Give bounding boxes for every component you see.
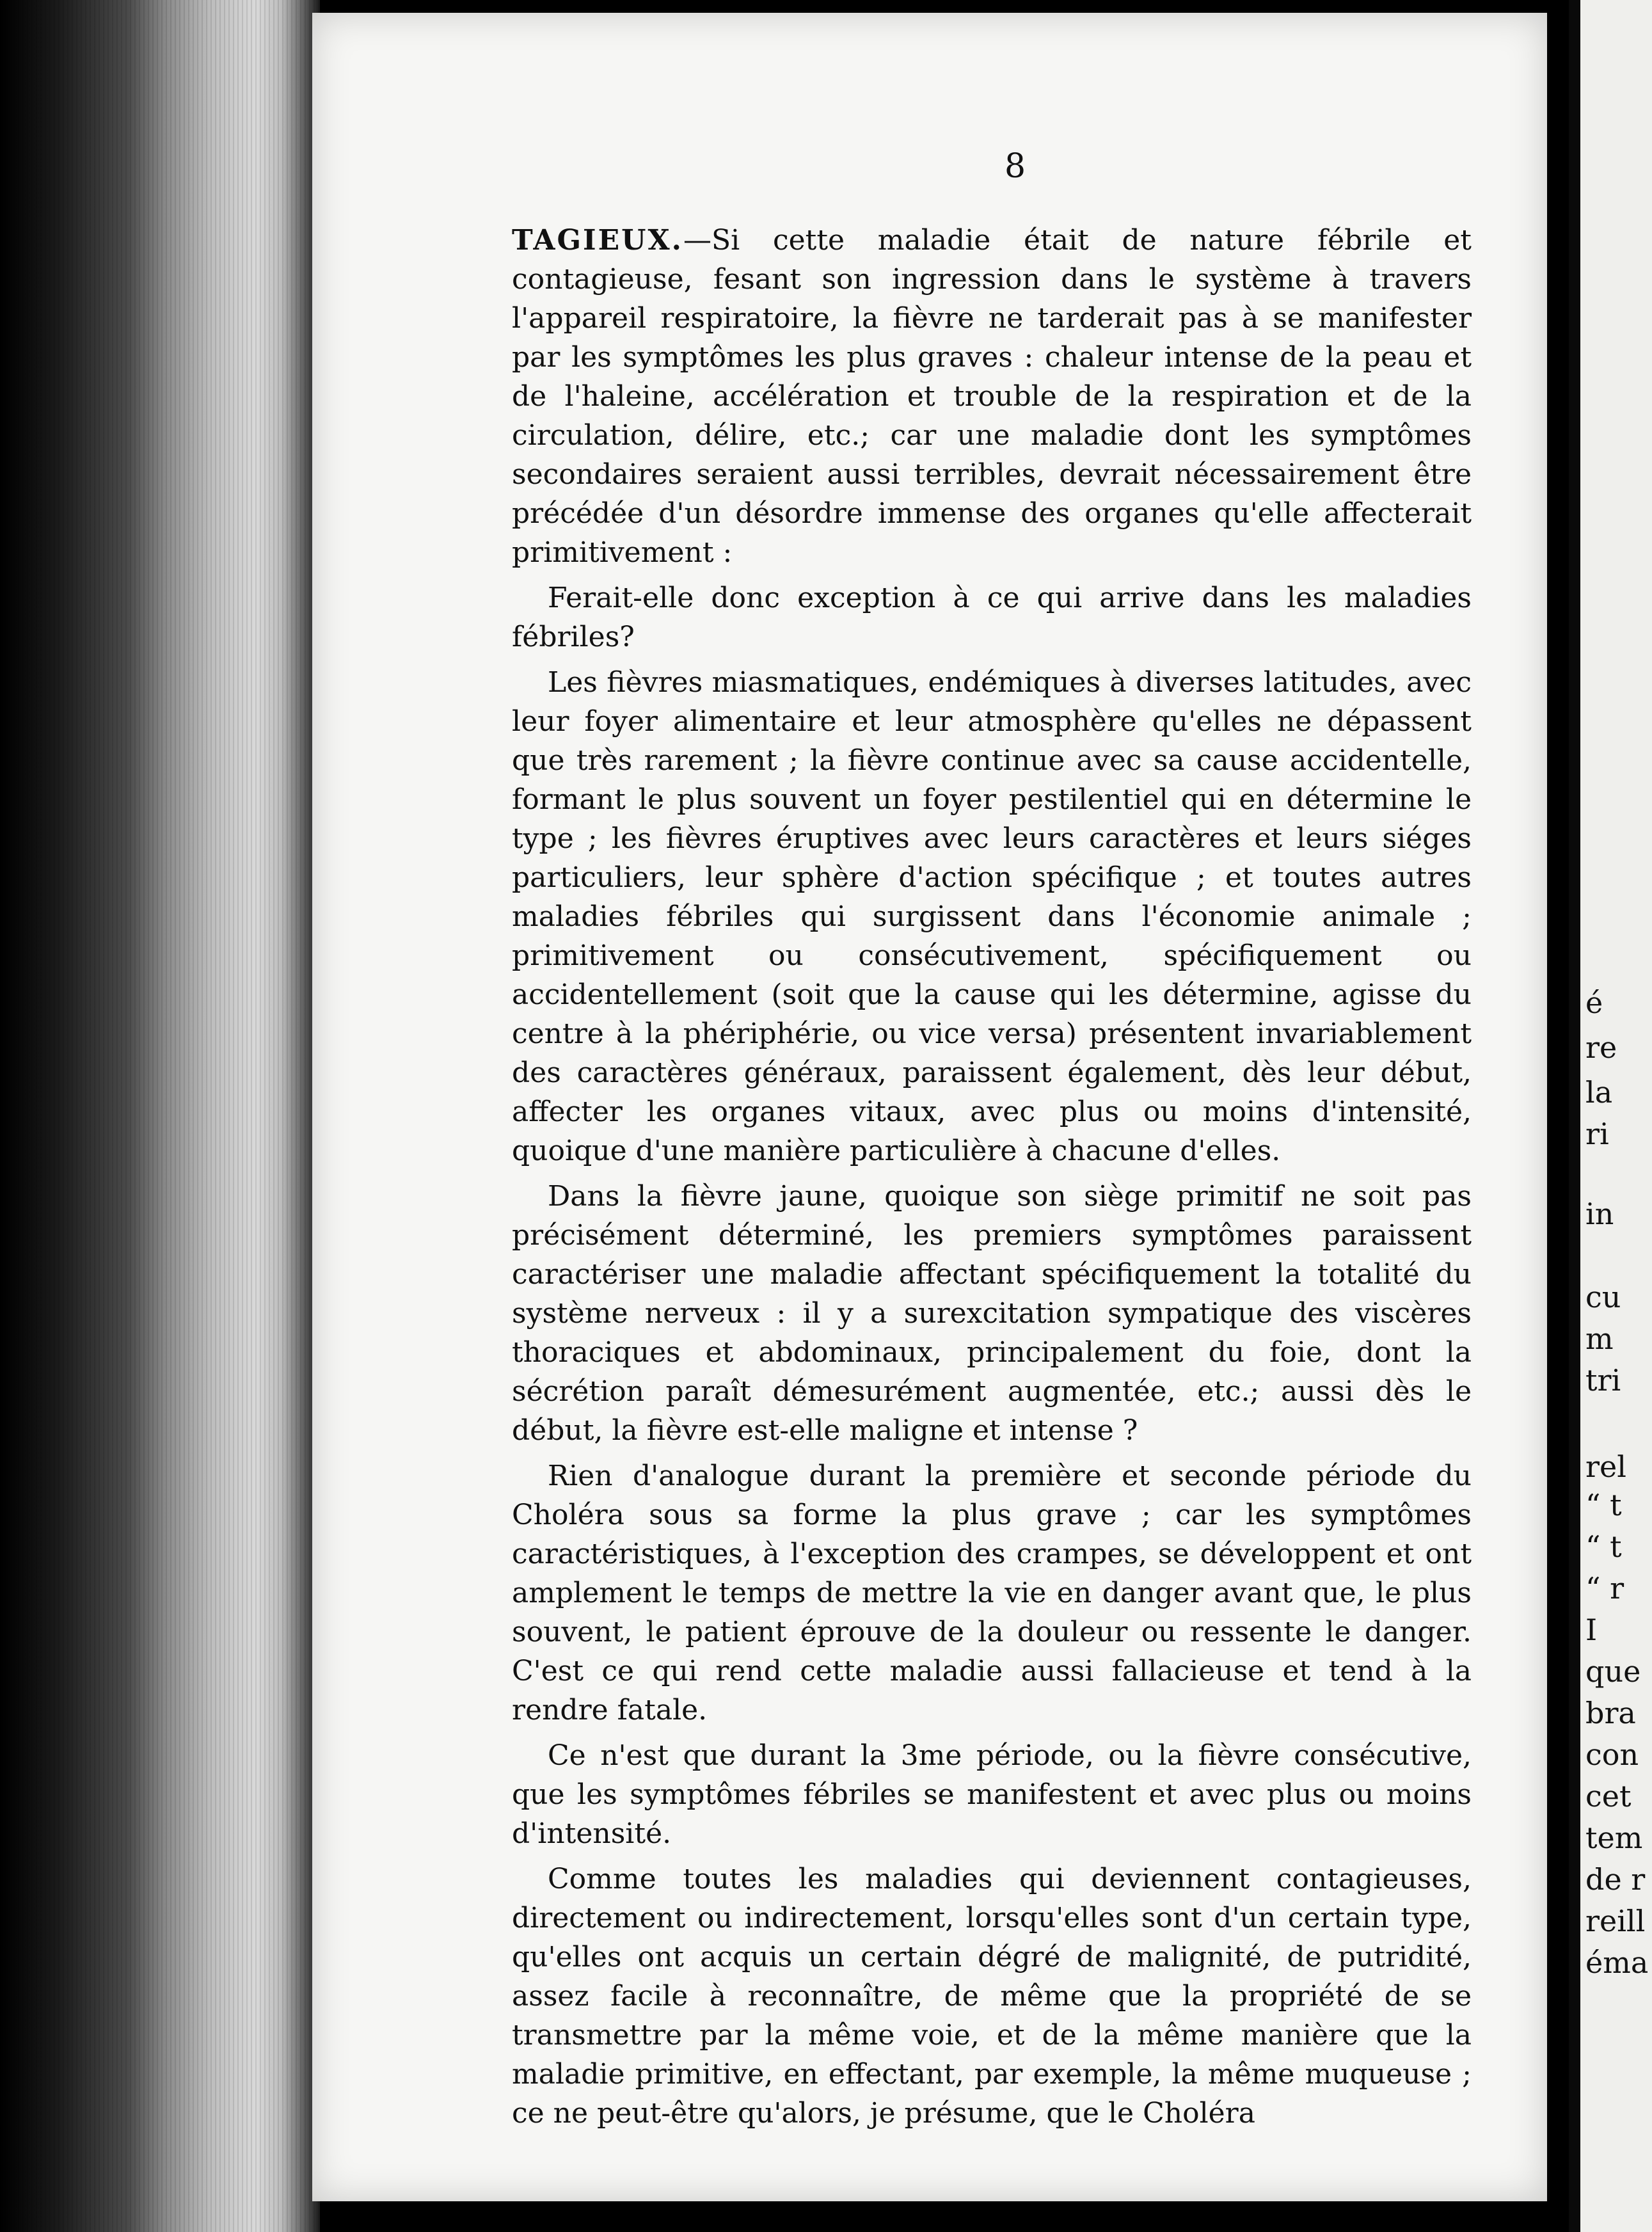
paragraph-6: Ce n'est que durant la 3me période, ou la fièvre consécutive, que les symptômes fébriles se manifestent et avec plus ou moins d'intensité. xyxy=(512,1739,1472,1850)
facing-text: é xyxy=(1585,985,1603,1020)
paragraph-lead: TAGIEUX. xyxy=(512,224,683,257)
facing-text: rel xyxy=(1585,1449,1626,1484)
paragraph-7: Comme toutes les maladies qui deviennent contagieuses, directement ou indirectement, lorsqu'elles sont d'un certain type, qu'elles ont acquis un certain dégré de malignité, de putridité, assez facile à reconnaître, de même que la propriété de se transmettre par la même voie, et de la même manière que la maladie primitive, en effectant, par exemple, la même muqueuse ; ce ne peut-être qu'alors, je présume, que le Choléra xyxy=(512,1863,1472,2130)
facing-text: m xyxy=(1585,1321,1614,1356)
paragraph-body: —Si cette maladie était de nature fébrile et contagieuse, fesant son ingression dans le système à travers l'appareil respiratoire, la fièvre ne tarderait pas à se manifester par les symptômes les plus graves : chaleur intense de la peau et de l'haleine, accélération et trouble de la respiration et de la circulation, délire, etc.; car une maladie dont les symptômes secondaires seraient aussi terribles, devrait nécessairement être précédée d'un désordre immense des organes qu'elle affecterait primitivement : xyxy=(512,224,1472,569)
paragraph-1 xyxy=(512,221,1472,572)
facing-text: “ t xyxy=(1585,1488,1622,1522)
book-page-edges xyxy=(0,0,320,2232)
facing-text: de r xyxy=(1585,1862,1646,1897)
page-text xyxy=(512,221,1472,2139)
facing-text: cet xyxy=(1585,1779,1632,1814)
facing-text: ri xyxy=(1585,1117,1609,1151)
facing-text: con xyxy=(1585,1737,1639,1772)
paragraph-2: Ferait-elle donc exception à ce qui arrive dans les maladies fébriles? xyxy=(512,582,1472,653)
facing-text: cu xyxy=(1585,1280,1621,1314)
facing-text: “ t xyxy=(1585,1529,1622,1564)
facing-text: re xyxy=(1585,1030,1617,1065)
facing-text: bra xyxy=(1585,1696,1636,1730)
facing-text: tem xyxy=(1585,1821,1643,1855)
facing-text: éma xyxy=(1585,1945,1649,1980)
facing-page-fragment xyxy=(1569,0,1652,2232)
paragraph-4: Dans la fièvre jaune, quoique son siège primitif ne soit pas précisément déterminé, les premiers symptômes paraissent caractériser une maladie affectant spécifiquement la totalité du système nerveux : il y a surexcitation sympatique des viscères thoraciques et abdominaux, principalement du foie, dont la sécrétion paraît démesurément augmentée, etc.; aussi dès le début, la fièvre est-elle maligne et intense ? xyxy=(512,1180,1472,1447)
facing-text: in xyxy=(1585,1197,1614,1231)
facing-text: la xyxy=(1585,1075,1613,1110)
paragraph-3: Les fièvres miasmatiques, endémiques à diverses latitudes, avec leur foyer alimentaire et leur atmosphère qu'elles ne dépassent que très rarement ; la fièvre continue avec sa cause accidentelle, formant le plus souvent un foyer pestilentiel qui en détermine le type ; les fièvres éruptives avec leurs caractères et leurs siéges particuliers, leur sphère d'action spécifique ; et toutes autres maladies fébriles qui surgissent dans l'économie animale ; primitivement ou consécutivement, spécifiquement ou accidentellement (soit que la cause qui les détermine, agisse du centre à la phériphérie, ou vice versa) présentent invariablement des caractères généraux, paraissent également, dès leur début, affecter les organes vitaux, avec plus ou moins d'intensité, quoique d'une manière particulière à chacune d'elles. xyxy=(512,666,1472,1167)
facing-text: “ r xyxy=(1585,1571,1624,1606)
facing-text: tri xyxy=(1585,1363,1621,1398)
facing-text: I xyxy=(1585,1613,1598,1647)
facing-text: que xyxy=(1585,1654,1641,1689)
page-number: 8 xyxy=(1005,147,1026,186)
paragraph-5: Rien d'analogue durant la première et seconde période du Choléra sous sa forme la plus grave ; car les symptômes caractéristiques, à l'exception des crampes, se développent et ont amplement le temps de mettre la vie en danger avant que, le plus souvent, le patient éprouve de la douleur ou ressente le danger. C'est ce qui rend cette maladie aussi fallacieuse et tend à la rendre fatale. xyxy=(512,1460,1472,1726)
facing-text: reill xyxy=(1585,1904,1646,1938)
